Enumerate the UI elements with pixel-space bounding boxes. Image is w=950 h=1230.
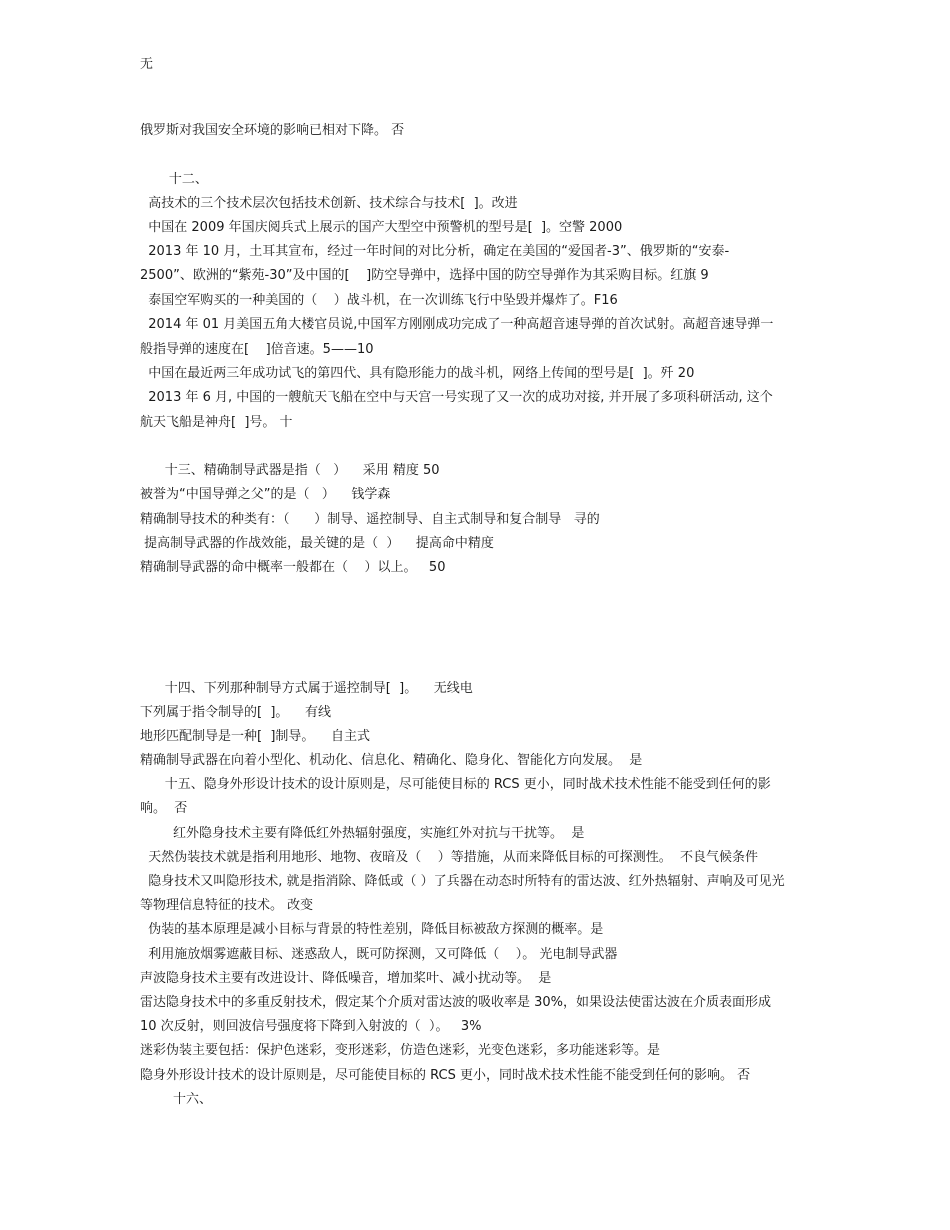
- text-line: 10 次反射，则回波信号强度将下降到入射波的（ ）。 3%: [140, 1019, 482, 1034]
- text-line: 精确制导武器在向着小型化、机动化、信息化、精确化、隐身化、智能化方向发展。 是: [140, 753, 643, 768]
- text-line: 无: [140, 57, 154, 72]
- text-line: 精确制导技术的种类有：（ ）制导、遥控制导、自主式制导和复合制导 寻的: [140, 512, 600, 527]
- text-line: 航天飞船是神舟[ ]号。 十: [140, 415, 293, 430]
- text-line: 红外隐身技术主要有降低红外热辐射强度，实施红外对抗与干扰等。 是: [140, 826, 585, 841]
- text-line: 中国在最近两三年成功试飞的第四代、具有隐形能力的战斗机，网络上传闻的型号是[ ]。歼 20: [140, 366, 695, 381]
- section-heading: 十四、下列那种制导方式属于遥控制导[ ]。 无线电: [140, 681, 473, 696]
- text-line: 声波隐身技术主要有改进设计、降低噪音，增加桨叶、减小扰动等。 是: [140, 971, 552, 986]
- text-line: 2013 年 10 月，土耳其宣布，经过一年时间的对比分析，确定在美国的“爱国者-3”、俄罗斯的“安泰-: [140, 244, 730, 259]
- text-line: 天然伪装技术就是指利用地形、地物、夜暗及（ ）等措施，从而来降低目标的可探测性。 不良气候条件: [140, 850, 759, 865]
- text-line: 被誉为“中国导弹之父”的是（ ） 钱学森: [140, 487, 391, 502]
- text-line: 利用施放烟雾遮蔽目标、迷惑敌人，既可防探测，又可降低（ ）。 光电制导武器: [140, 947, 618, 962]
- text-line: 泰国空军购买的一种美国的（ ）战斗机，在一次训练飞行中坠毁并爆炸了。F16: [140, 293, 618, 308]
- text-line: 高技术的三个技术层次包括技术创新、技术综合与技术[ ]。改进: [140, 196, 518, 211]
- text-line: 般指导弹的速度在[ ]倍音速。5——10: [140, 342, 374, 357]
- text-line: 俄罗斯对我国安全环境的影响已相对下降。 否: [140, 123, 405, 138]
- section-heading: 十三、精确制导武器是指（ ） 采用 精度 50: [140, 463, 440, 478]
- text-line: 2013 年 6 月, 中国的一艘航天飞船在空中与天宫一号实现了又一次的成功对接, 并开展了多项科研活动, 这个: [140, 390, 773, 405]
- section-heading: 十五、隐身外形设计技术的设计原则是，尽可能使目标的 RCS 更小，同时战术技术性能不能受到任何的影: [140, 777, 771, 792]
- text-line: 2500”、欧洲的“紫苑-30”及中国的[ ]防空导弹中，选择中国的防空导弹作为其采购目标。红旗 9: [140, 268, 709, 283]
- text-line: 提高制导武器的作战效能，最关键的是（ ） 提高命中精度: [140, 536, 494, 551]
- text-line: 2014 年 01 月美国五角大楼官员说,中国军方刚刚成功完成了一种高超音速导弹的首次试射。高超音速导弹一: [140, 317, 774, 332]
- text-line: 地形匹配制导是一种[ ]制导。 自主式: [140, 729, 370, 744]
- text-line: 精确制导武器的命中概率一般都在（ ）以上。 50: [140, 560, 446, 575]
- text-line: 伪装的基本原理是减小目标与背景的特性差别，降低目标被敌方探测的概率。是: [140, 922, 604, 937]
- text-line: 响。 否: [140, 801, 188, 816]
- text-line: 隐身外形设计技术的设计原则是，尽可能使目标的 RCS 更小，同时战术技术性能不能受到任何的影响。 否: [140, 1068, 751, 1083]
- text-line: 中国在 2009 年国庆阅兵式上展示的国产大型空中预警机的型号是[ ]。空警 2000: [140, 220, 623, 235]
- text-line: 等物理信息特征的技术。 改变: [140, 898, 314, 913]
- text-line: 下列属于指令制导的[ ]。 有线: [140, 705, 331, 720]
- text-line: 雷达隐身技术中的多重反射技术，假定某个介质对雷达波的吸收率是 30%，如果设法使雷达波在介质表面形成: [140, 995, 772, 1010]
- text-line: 迷彩伪装主要包括：保护色迷彩，变形迷彩，仿造色迷彩，光变色迷彩，多功能迷彩等。是: [140, 1043, 661, 1058]
- section-heading: 十六、: [140, 1092, 213, 1107]
- text-line: 隐身技术又叫隐形技术, 就是指消除、降低或（ ）了兵器在动态时所特有的雷达波、红外热辐射、声响及可见光: [140, 874, 785, 889]
- section-heading: 十二、: [140, 172, 208, 187]
